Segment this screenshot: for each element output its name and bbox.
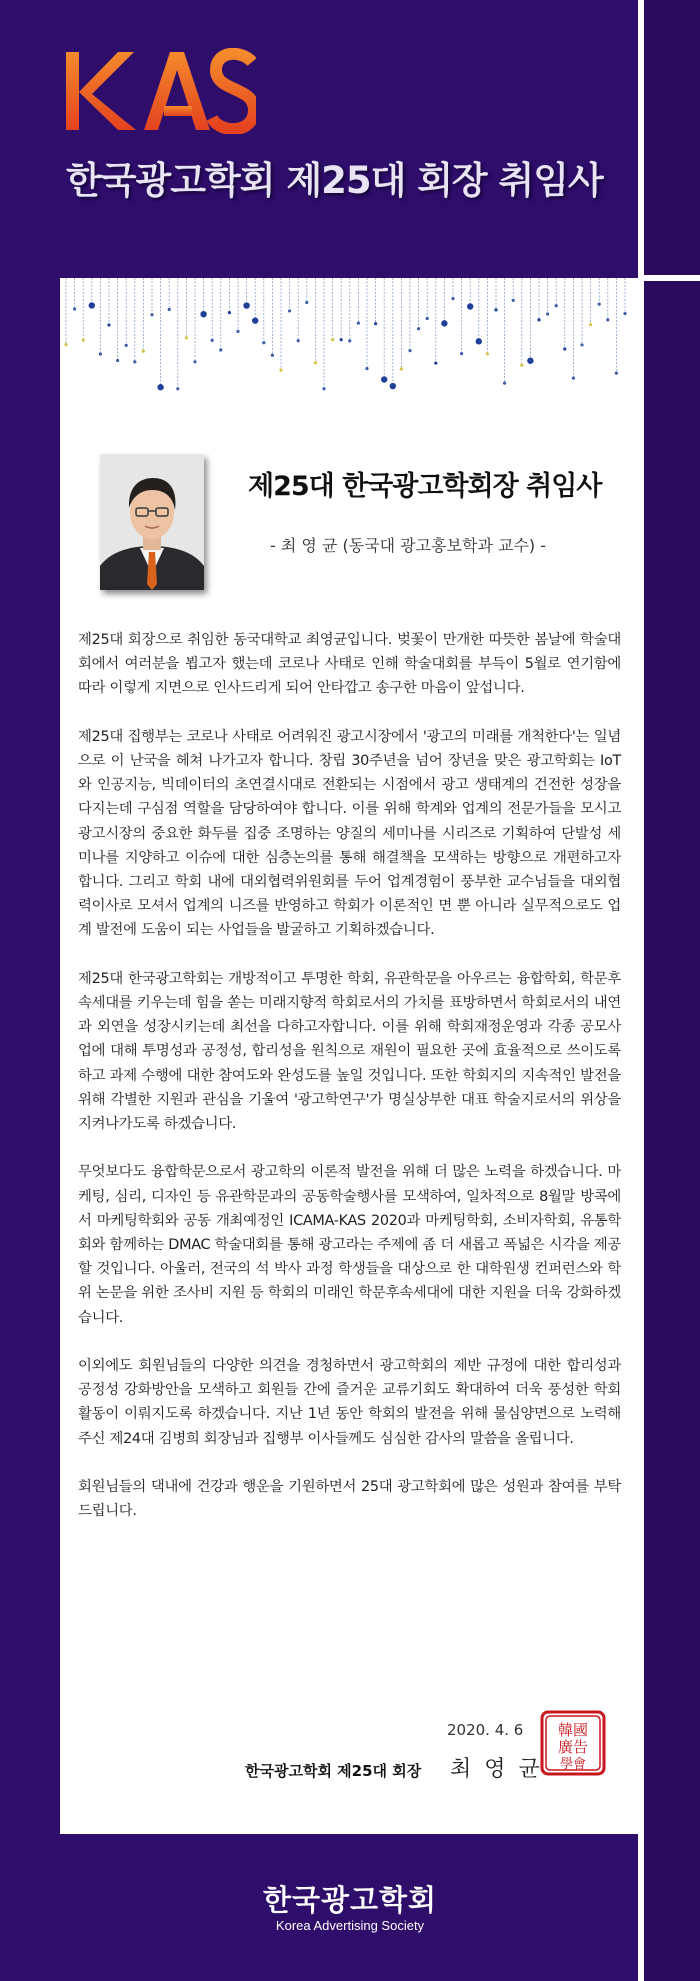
hanging-bead [503,382,506,385]
signature-name: 최 영 균 [450,1757,543,1782]
hanging-bead [252,317,258,323]
hanging-bead [279,368,282,371]
hanging-bead [73,307,76,310]
hanging-bead [512,299,515,302]
hanging-bead [589,323,592,326]
hanging-bead [193,360,196,363]
hanging-bead [340,338,343,341]
hanging-bead [348,339,351,342]
hanging-bead [322,387,325,390]
hanging-bead [441,320,447,326]
paragraph: 제25대 회장으로 취임한 동국대학교 최영균입니다. 벚꽃이 만개한 따뜻한 봄날에 학술대회에서 여러분을 뵙고자 했는데 코로나 사태로 인해 학술대회를 부득이 5월로 연기함에 따라 이렇게 지면으로 인사드리게 되어 안타깝고 송구한 마음이 앞섭니다. [78,632,621,697]
hanging-bead [219,348,222,351]
hanging-bead [390,383,396,389]
white-horizontal-divider [638,275,700,281]
content-card [60,278,638,1834]
svg-text:學會: 學會 [559,1757,587,1772]
hanging-bead [408,349,411,352]
hanging-bead [150,313,153,316]
hanging-bead [211,339,214,342]
hanging-bead [476,338,482,344]
speech-body [78,628,621,1548]
hanging-bead [546,312,549,315]
hanging-bead [417,327,420,330]
hanging-bead [615,372,618,375]
hanging-bead [623,312,626,315]
hanging-bead [426,317,429,320]
hanging-bead [125,344,128,347]
hanging-bead [99,352,102,355]
signature-date: 2020. 4. 6 [447,1721,524,1739]
hanging-bead [527,358,533,364]
hanging-bead [200,311,206,317]
hanging-bead [381,376,387,382]
footer-society-name-en: Korea Advertising Society [275,1918,425,1933]
paragraph: 회원님들의 댁내에 건강과 행운을 기원하면서 25대 광고학회에 많은 성원과 참여를 부탁드립니다. [78,1479,621,1520]
hanging-bead [243,302,249,308]
hanging-bead [374,322,377,325]
hanging-bead [451,297,454,300]
hanging-bead [262,341,265,344]
hanging-bead [520,364,523,367]
hanging-bead [89,302,95,308]
hanging-bead [606,318,609,321]
hanging-bead [467,303,473,309]
hanging-bead [305,301,308,304]
hanging-bead [185,336,188,339]
paragraph: 무엇보다도 융합학문으로서 광고학의 이론적 발전을 위해 더 많은 노력을 하겠습니다. 마케팅, 심리, 디자인 등 유관학문과의 공동학술행사를 모색하여, 일차적으로 8월말 방콕에서 마케팅학회와 공동 개최예정인 ICAMA-KAS 2020과 마케팅학회, 소비자학회, 유통학회와 함께하는 DMAC 학술대회를 통해 광고라는 주제에 좀 더 새롭고 폭넓은 시각을 제공할 것입니다. 아울러, 전국의 석 박사 과정 학생들을 대상으로 한 대학원생 컨퍼런스와 학위 논문을 위한 조사비 지원 등 학회의 미래인 학문후속세대에 대한 지원을 더욱 강화하겠습니다. [78,1164,621,1326]
svg-text:廣告: 廣告 [557,1738,589,1756]
hanging-bead [537,318,540,321]
speech-subtitle: - 최 영 균 (동국대 광고홍보학과 교수) - [270,536,547,555]
hanging-bead [271,354,274,357]
paragraph: 이외에도 회원님들의 다양한 의견을 경청하면서 광고학회의 제반 규정에 대한 합리성과 공정성 강화방안을 모색하고 회원들 간에 즐거운 교류기회도 확대하여 더욱 풍성한 학회활동이 이뤄지도록 하겠습니다. 지난 1년 동안 학회의 발전을 위해 물심양면으로 노력해주신 제24대 김병희 회장님과 집행부 이사들께도 심심한 감사의 말씀을 올립니다. [78,1358,621,1447]
hanging-bead [400,367,403,370]
hanging-bead [228,311,231,314]
white-vertical-divider [638,0,644,1981]
hanging-bead [598,302,601,305]
hanging-bead [116,359,119,362]
hanging-bead [82,339,85,342]
hanging-bead [486,352,489,355]
hanging-bead [563,347,566,350]
hanging-bead [142,350,145,353]
right-side-bar [644,0,700,1981]
signature-title: 한국광고학회 제25대 회장 [245,1762,422,1780]
hanging-bead [494,308,497,311]
hanging-bead [314,361,317,364]
hanging-bead [133,360,136,363]
hanging-bead [580,343,583,346]
hanging-bead [460,352,463,355]
hanging-bead [555,304,558,307]
hanging-bead [107,323,110,326]
hanging-bead [176,387,179,390]
footer-society-name: 한국광고학회 [262,1883,438,1917]
kas-logo [66,48,256,134]
hanging-bead [365,367,368,370]
speech-title: 제25대 한국광고학회장 취임사 [248,471,602,502]
hanging-bead [357,321,360,324]
paragraph: 제25대 한국광고학회는 개방적이고 투명한 학회, 유관학문을 아우르는 융합학회, 학문후속세대를 키우는데 힘을 쏟는 미래지향적 학회로서의 가치를 표방하면서 학회로서의 내연과 외연을 성장시키는데 최선을 다하고자합니다. 이를 위해 학회재정운영과 각종 공모사업에 대해 투명성과 공정성, 합리성을 원칙으로 재원이 필요한 곳에 효율적으로 쓰이도록 하고 과제 수행에 대한 참여도와 완성도를 높일 것입니다. 또한 학회지의 지속적인 발전을 위해 각별한 지원과 관심을 기울여 '광고학연구'가 명실상부한 대표 학술지로서의 위상을 지켜나가도록 하겠습니다. [78,970,621,1133]
hanging-bead [297,339,300,342]
hanging-bead [168,308,171,311]
hanging-bead [288,309,291,312]
hanging-bead [157,384,163,390]
hanging-bead [64,343,67,346]
hanging-lights-decoration [60,278,638,418]
hanging-bead [236,330,239,333]
svg-text:韓國: 韓國 [557,1721,589,1739]
hanging-bead [434,362,437,365]
official-seal-stamp [540,1710,606,1776]
hanging-bead [572,377,575,380]
hanging-bead [331,338,334,341]
president-photo [100,454,204,590]
header-title: 한국광고학회 제25대 회장 취임사 [66,159,603,202]
paragraph: 제25대 집행부는 코로나 사태로 어려워진 광고시장에서 '광고의 미래를 개척한다'는 일념으로 이 난국을 헤쳐 나가고자 합니다. 창립 30주년을 넘어 장년을 맞은 광고학회는 IoT와 인공지능, 빅데이터의 초연결시대로 전환되는 시점에서 광고 생태계의 건전한 성장을 다지는데 구심점 역할을 담당하여야 합니다. 이를 위해 학계와 업계의 전문가들을 모시고 광고시장의 중요한 화두를 집중 조명하는 양질의 세미나를 시리즈로 기획하여 단발성 세미나를 지양하고 이슈에 대한 심층논의를 통해 해결책을 모색하는 방향으로 개편하고자 합니다. 그리고 학회 내에 대외협력위원회를 두어 업계경험이 풍부한 교수님들을 대외협력이사로 모셔서 업계의 니즈를 반영하고 학회가 이론적인 면 뿐 아니라 실무적으로도 업계 발전에 도움이 되는 사업들을 발굴하고 기획하겠습니다. [78,728,621,939]
